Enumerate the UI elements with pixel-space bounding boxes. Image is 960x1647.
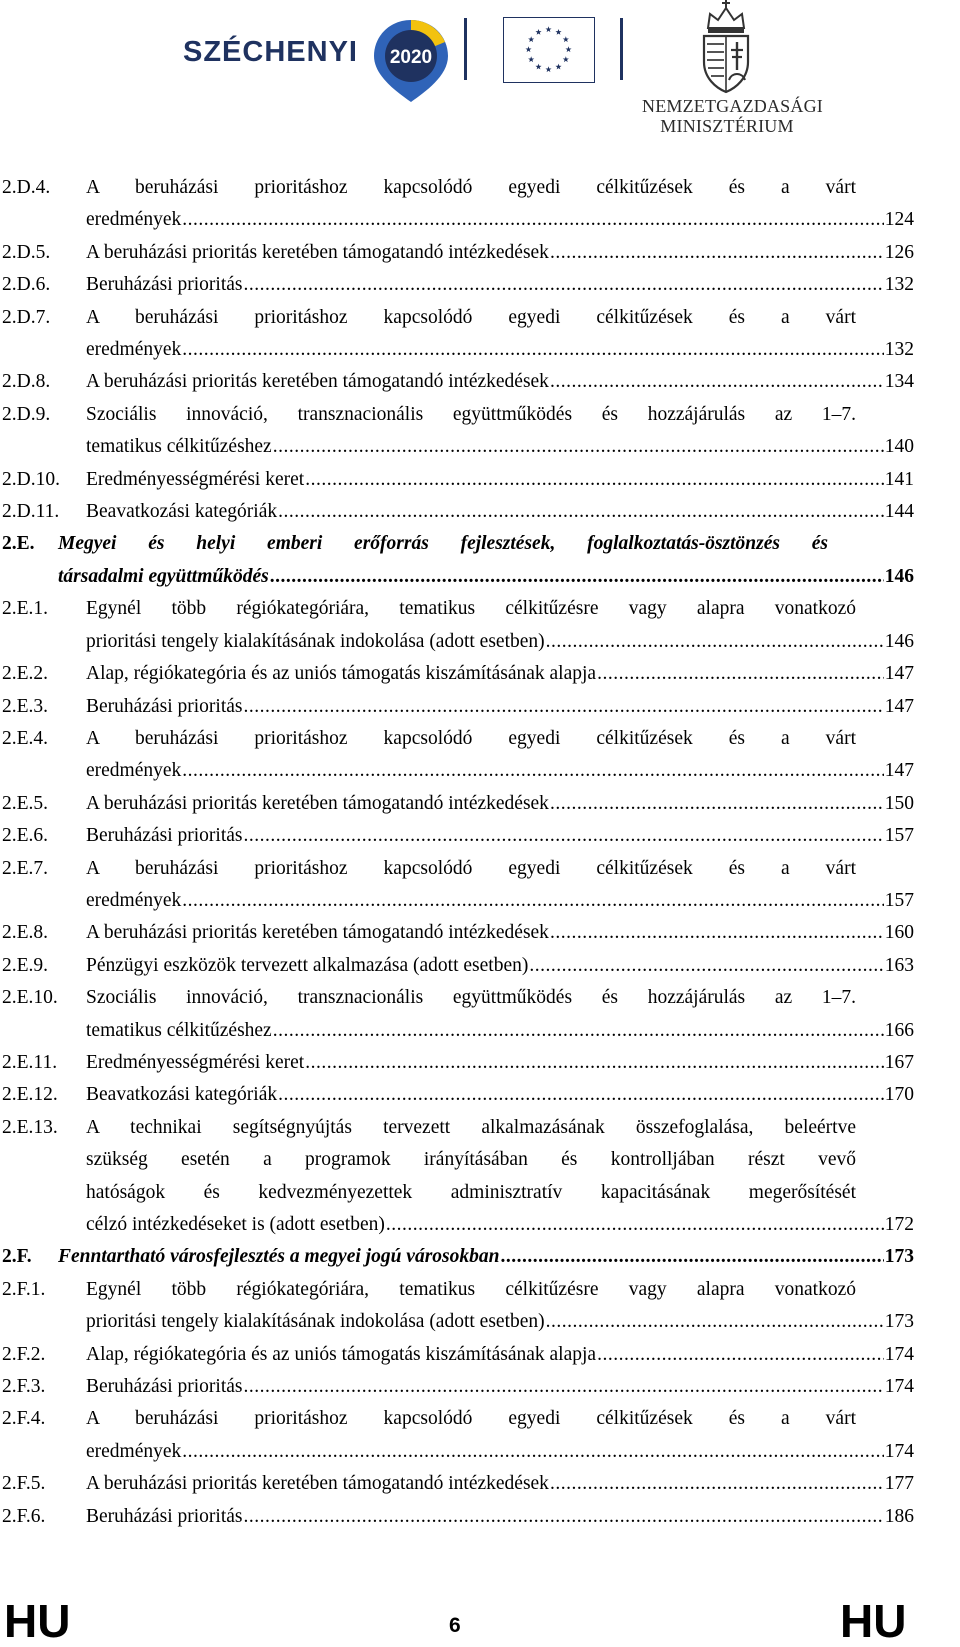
toc-entry-leader-row [86,885,914,917]
toc-entry-title-line: A beruházási prioritáshoz kapcsolódó egyedi célkitűzések és a várt [86,857,856,879]
eu-star-icon [555,29,561,35]
eu-flag-icon [503,17,595,83]
ministry-logo [642,0,823,140]
logo-divider [464,18,467,80]
eu-star-icon [545,26,551,32]
toc-entry-title: Pénzügyi eszközök tervezett alkalmazása (adott esetben) [86,954,529,976]
toc-entry-body [86,366,914,398]
toc-entry-page-number: 141 [884,468,914,490]
toc-entry-title: Beavatkozási kategóriák [86,1084,278,1106]
toc-entry-title: eredmények [86,760,182,782]
toc-entry[interactable] [2,1241,914,1273]
toc-entry-page-number: 150 [884,792,914,814]
toc-entry-page-number: 146 [884,630,914,652]
eu-star-icon [545,66,551,72]
toc-entry-number: 2.D.7. [2,306,51,328]
toc-entry-leader-row [86,1079,914,1111]
dot-leader [550,1468,884,1500]
toc-entry-number: 2.D.10. [2,468,60,490]
toc-entry-body [86,1112,914,1242]
footer-language-code-right: HU [840,1595,907,1647]
toc-entry-body [86,172,914,237]
toc-entry-number: 2.E.13. [2,1116,58,1138]
toc-entry-number: 2.E. [2,533,35,555]
toc-entry-title-line: szükség esetén a programok irányításában és kontrolljában részt vevő [86,1149,856,1171]
toc-entry-title-line: hatóságok és kedvezményezettek adminisztratív kapacitásának megerősítését [86,1181,856,1203]
toc-entry-body [86,820,914,852]
toc-entry[interactable] [2,1339,914,1371]
toc-entry-leader-row [86,950,914,982]
toc-entry[interactable] [2,853,914,918]
toc-entry-title: Beruházási prioritás [86,695,243,717]
toc-entry-page-number: 134 [884,371,914,393]
dot-leader [273,431,884,463]
dot-leader [182,885,883,917]
toc-entry-body [86,269,914,301]
toc-entry-page-number: 186 [884,1505,914,1527]
toc-entry[interactable] [2,982,914,1047]
toc-entry-number: 2.F.3. [2,1376,46,1398]
toc-entry-page-number: 146 [884,565,914,587]
toc-entry-page-number: 160 [884,922,914,944]
toc-entry-number: 2.D.5. [2,241,51,263]
toc-entry-title: Eredményességmérési keret [86,1051,305,1073]
dot-leader [597,658,884,690]
toc-entry[interactable] [2,1112,914,1242]
toc-entry[interactable] [2,593,914,658]
page-number: 6 [449,1614,461,1637]
ministry-name-line2: MINISZTÉRIUM [660,116,794,136]
toc-entry-page-number: 157 [884,889,914,911]
toc-entry-body [86,950,914,982]
toc-entry-leader-row [86,237,914,269]
toc-entry-title-line: A beruházási prioritáshoz kapcsolódó egyedi célkitűzések és a várt [86,727,856,749]
toc-entry-title-line: Szociális innováció, transznacionális együttműködés és hozzájárulás az 1–7. [86,987,856,1009]
toc-entry-page-number: 124 [884,209,914,231]
toc-entry[interactable] [2,820,914,852]
page-header [0,0,960,160]
toc-entry-number: 2.F.2. [2,1343,46,1365]
toc-entry-leader-row [86,269,914,301]
toc-entry-leader-row [86,334,914,366]
toc-entry-page-number: 126 [884,241,914,263]
dot-leader [386,1209,884,1241]
toc-entry-leader-row [86,626,914,658]
dot-leader [270,561,884,593]
toc-entry-body [86,982,914,1047]
eu-star-icon [563,36,569,42]
eu-star-icon [555,64,561,70]
toc-entry-number: 2.E.7. [2,857,49,879]
toc-entry-title: eredmények [86,209,182,231]
dot-leader [182,755,883,787]
toc-entry-page-number: 167 [884,1051,914,1073]
toc-entry[interactable] [2,1468,914,1500]
dot-leader [182,1436,883,1468]
toc-entry-page-number: 147 [884,695,914,717]
toc-entry-title: A beruházási prioritás keretében támogatandó intézkedések [86,1473,549,1495]
dot-leader [550,917,884,949]
toc-entry-title: A beruházási prioritás keretében támogatandó intézkedések [86,241,549,263]
toc-entry-title-line: Egynél több régiókategóriára, tematikus célkitűzésre vagy alapra vonatkozó [86,598,856,620]
toc-entry[interactable] [2,788,914,820]
dot-leader [273,1015,884,1047]
toc-entry-leader-row [58,561,914,593]
toc-entry-title: Beruházási prioritás [86,1376,243,1398]
toc-entry-title: Alap, régiókategória és az uniós támogatás kiszámításának alapja [86,1343,597,1365]
eu-star-icon [525,46,531,52]
toc-entry[interactable] [2,1079,914,1111]
dot-leader [182,334,883,366]
toc-entry-title: eredmények [86,889,182,911]
toc-entry-title: eredmények [86,1440,182,1462]
toc-entry-title: tematikus célkitűzéshez [86,436,272,458]
szechenyi-2020-logo [183,10,453,102]
toc-entry-number: 2.E.10. [2,987,58,1009]
toc-entry[interactable] [2,1371,914,1403]
toc-entry-number: 2.E.2. [2,663,49,685]
dot-leader [244,269,884,301]
toc-entry-page-number: 177 [884,1473,914,1495]
footer-language-code-left: HU [4,1595,71,1647]
location-pin-icon [371,18,451,104]
toc-entry-number: 2.D.8. [2,371,51,393]
toc-entry[interactable] [2,1403,914,1468]
toc-entry[interactable] [2,1501,914,1533]
eu-star-icon [535,64,541,70]
toc-entry-body [86,1079,914,1111]
toc-entry[interactable] [2,658,914,690]
toc-entry-body [86,723,914,788]
toc-entry-page-number: 163 [884,954,914,976]
toc-entry-page-number: 170 [884,1084,914,1106]
toc-entry-number: 2.E.8. [2,922,49,944]
toc-entry-leader-row [58,1241,914,1273]
toc-entry-page-number: 132 [884,339,914,361]
toc-entry-title: társadalmi együttműködés [58,565,269,587]
logo-divider [620,18,623,80]
toc-entry-body [86,917,914,949]
szechenyi-logo-text: SZÉCHENYI [183,36,358,68]
toc-entry[interactable] [2,1047,914,1079]
toc-entry-body [86,593,914,658]
table-of-contents [2,172,914,1533]
szechenyi-logo-year: 2020 [389,47,433,68]
toc-entry[interactable] [2,691,914,723]
toc-entry-number: 2.E.1. [2,598,49,620]
toc-entry-title: célzó intézkedéseket is (adott esetben) [86,1214,385,1235]
toc-entry-leader-row [86,1306,914,1338]
toc-entry-title-line: A beruházási prioritáshoz kapcsolódó egyedi célkitűzések és a várt [86,306,856,328]
toc-entry[interactable] [2,723,914,788]
toc-entry-number: 2.E.5. [2,792,49,814]
toc-entry-number: 2.F.4. [2,1408,46,1430]
toc-entry-leader-row [86,658,914,690]
toc-entry-body [86,302,914,367]
dot-leader [546,1306,884,1338]
toc-entry-number: 2.E.11. [2,1051,58,1073]
toc-entry-title-line: Egynél több régiókategóriára, tematikus célkitűzésre vagy alapra vonatkozó [86,1278,856,1300]
toc-entry[interactable] [2,464,914,496]
toc-entry-number: 2.F.5. [2,1473,46,1495]
toc-entry-page-number: 132 [884,274,914,296]
toc-entry-leader-row [86,496,914,528]
toc-entry-page-number: 172 [884,1214,914,1235]
dot-leader [305,464,884,496]
toc-entry-page-number: 174 [884,1343,914,1365]
dot-leader [529,950,883,982]
toc-entry-number: 2.E.6. [2,825,49,847]
toc-entry[interactable] [2,496,914,528]
toc-entry-body [86,1403,914,1468]
toc-entry-body [86,1501,914,1533]
toc-entry-body [86,1274,914,1339]
toc-entry-page-number: 174 [884,1376,914,1398]
toc-entry-leader-row [86,464,914,496]
toc-entry-title-line: Megyei és helyi emberi erőforrás fejlesztések, foglalkoztatás-ösztönzés és [58,533,828,555]
toc-entry-body [86,399,914,464]
toc-entry-body [86,496,914,528]
toc-entry-title: prioritási tengely kialakításának indokolása (adott esetben) [86,630,545,652]
toc-entry[interactable] [2,302,914,367]
toc-entry-page-number: 173 [884,1311,914,1333]
toc-entry-title: A beruházási prioritás keretében támogatandó intézkedések [86,922,549,944]
toc-entry-leader-row [86,1468,914,1500]
toc-entry-page-number: 144 [884,501,914,523]
toc-entry[interactable] [2,528,914,593]
dot-leader [550,366,884,398]
ministry-name-line1: NEMZETGAZDASÁGI [642,96,823,116]
dot-leader [550,788,884,820]
toc-entry-body [58,528,914,593]
toc-entry-leader-row [86,820,914,852]
toc-entry-body [86,1371,914,1403]
toc-entry-page-number: 166 [884,1019,914,1041]
dot-leader [244,1371,884,1403]
toc-entry-leader-row [86,691,914,723]
toc-entry-leader-row [86,1339,914,1371]
dot-leader [500,1241,883,1273]
coat-of-arms-icon [696,0,756,95]
dot-leader [244,691,884,723]
toc-entry-title: Alap, régiókategória és az uniós támogatás kiszámításának alapja [86,663,597,685]
toc-entry-number: 2.E.4. [2,727,49,749]
toc-entry-body [86,1339,914,1371]
toc-entry-title-line: A beruházási prioritáshoz kapcsolódó egyedi célkitűzések és a várt [86,177,856,198]
toc-entry-title: Fenntartható városfejlesztés a megyei jogú városokban [58,1246,500,1268]
toc-entry[interactable] [2,399,914,464]
toc-entry-title: A beruházási prioritás keretében támogatandó intézkedések [86,371,549,393]
toc-entry-page-number: 140 [884,436,914,458]
toc-entry[interactable] [2,1274,914,1339]
dot-leader [182,204,883,236]
toc-entry-body [86,1047,914,1079]
toc-entry-number: 2.D.11. [2,501,60,523]
toc-entry-title: Beruházási prioritás [86,825,243,847]
toc-entry-number: 2.D.6. [2,274,51,296]
toc-entry-body [86,1468,914,1500]
toc-entry-leader-row [86,1371,914,1403]
toc-entry-leader-row [86,917,914,949]
dot-leader [305,1047,884,1079]
toc-entry-body [86,237,914,269]
toc-entry-leader-row [86,204,914,236]
eu-star-icon [528,36,534,42]
toc-entry-leader-row [86,1501,914,1533]
toc-entry-number: 2.E.9. [2,954,49,976]
toc-entry-leader-row [86,788,914,820]
toc-entry-page-number: 157 [884,825,914,847]
dot-leader [550,237,884,269]
toc-entry-page-number: 173 [884,1246,914,1268]
toc-entry[interactable] [2,950,914,982]
toc-entry-title: A beruházási prioritás keretében támogatandó intézkedések [86,792,549,814]
toc-entry-body [86,853,914,918]
dot-leader [546,626,884,658]
eu-star-icon [563,56,569,62]
toc-entry-page-number: 174 [884,1440,914,1462]
toc-entry[interactable] [2,917,914,949]
toc-entry-number: 2.F.6. [2,1505,46,1527]
toc-entry-leader-row [86,755,914,787]
toc-entry-number: 2.F.1. [2,1278,46,1300]
toc-entry[interactable] [2,366,914,398]
toc-entry-leader-row [86,1015,914,1047]
toc-entry-body [58,1241,914,1273]
toc-entry-leader-row [86,1436,914,1468]
ministry-name [642,96,823,136]
dot-leader [278,496,884,528]
eu-star-icon [565,46,571,52]
toc-entry-leader-row [86,1209,914,1241]
toc-entry-number: 2.F. [2,1246,32,1268]
toc-entry-number: 2.D.9. [2,403,51,425]
toc-entry-number: 2.D.4. [2,177,51,198]
dot-leader [597,1339,884,1371]
toc-entry-body [86,788,914,820]
toc-entry-leader-row [86,431,914,463]
dot-leader [278,1079,884,1111]
toc-entry[interactable] [2,269,914,301]
toc-entry-body [86,691,914,723]
toc-entry-page-number: 147 [884,760,914,782]
toc-entry-title: Beruházási prioritás [86,274,243,296]
eu-star-icon [535,29,541,35]
toc-entry-title: eredmények [86,339,182,361]
toc-entry-body [86,464,914,496]
toc-entry-title-line: A technikai segítségnyújtás tervezett alkalmazásának összefoglalása, beleértve [86,1116,856,1138]
toc-entry[interactable] [2,172,914,237]
toc-entry-title-line: A beruházási prioritáshoz kapcsolódó egyedi célkitűzések és a várt [86,1408,856,1430]
toc-entry-leader-row [86,1047,914,1079]
toc-entry-title: prioritási tengely kialakításának indokolása (adott esetben) [86,1311,545,1333]
eu-star-icon [528,56,534,62]
toc-entry-leader-row [86,366,914,398]
toc-entry-number: 2.E.3. [2,695,49,717]
toc-entry-body [86,658,914,690]
toc-entry-title: tematikus célkitűzéshez [86,1019,272,1041]
toc-entry-title: Beruházási prioritás [86,1505,243,1527]
toc-entry-title: Eredményességmérési keret [86,468,305,490]
toc-entry-title: Beavatkozási kategóriák [86,501,278,523]
toc-entry-page-number: 147 [884,663,914,685]
dot-leader [244,1501,884,1533]
toc-entry[interactable] [2,237,914,269]
toc-entry-title-line: Szociális innováció, transznacionális együttműködés és hozzájárulás az 1–7. [86,403,856,425]
toc-entry-number: 2.E.12. [2,1084,58,1106]
dot-leader [244,820,884,852]
